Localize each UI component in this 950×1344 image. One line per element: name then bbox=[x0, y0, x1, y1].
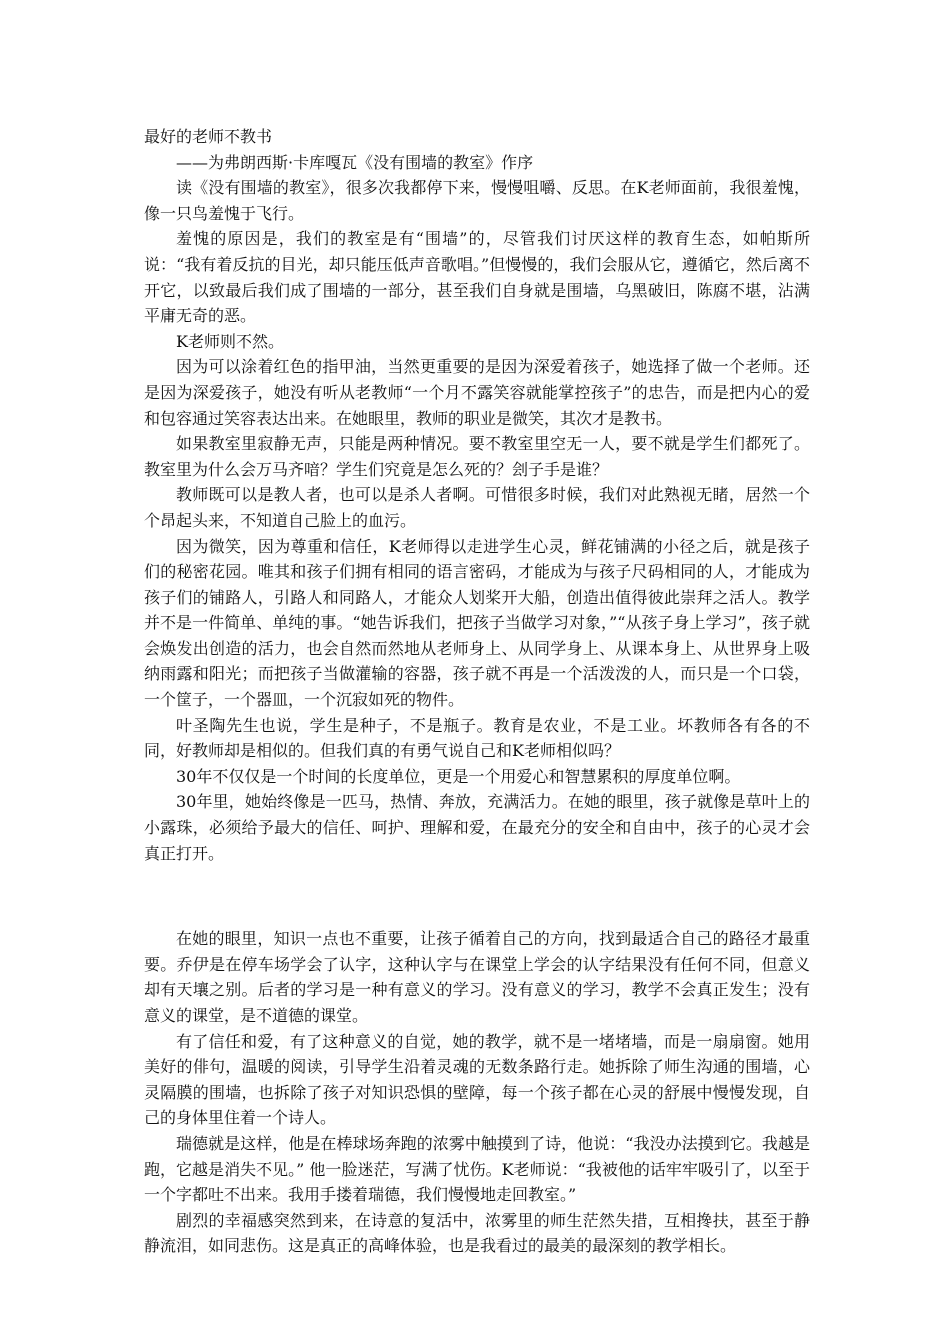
paragraph: 教师既可以是教人者，也可以是杀人者啊。可惜很多时候，我们对此熟视无睹，居然一个个昂起头来，不知道自己脸上的血污。 bbox=[144, 485, 810, 530]
paragraph: 瑞德就是这样，他是在棒球场奔跑的浓雾中触摸到了诗，他说：“我没办法摸到它。我越是跑，它越是消失不见。” 他一脸迷茫，写满了忧伤。K老师说：“我被他的话牢牢吸引了，以至于一个字都吐不出来。我用手搂着瑞德，我们慢慢地走回教室。” bbox=[144, 1133, 810, 1205]
paragraph: 在她的眼里，知识一点也不重要，让孩子循着自己的方向，找到最适合自己的路径才最重要。乔伊是在停车场学会了认字，这种认字与在课堂上学会的认字结果没有任何不同，但意义却有天壤之别。后者的学习是一种有意义的学习。没有意义的学习，教学不会真正发生；没有意义的课堂，是不道德的课堂。 bbox=[144, 929, 810, 1025]
paragraph: 因为可以涂着红色的指甲油，当然更重要的是因为深爱着孩子，她选择了做一个老师。还是因为深爱孩子，她没有听从老教师“一个月不露笑容就能掌控孩子”的忠告，而是把内心的爱和包容通过笑容表达出来。在她眼里，教师的职业是微笑，其次才是教书。 bbox=[144, 357, 810, 428]
paragraph: 读《没有围墙的教室》，很多次我都停下来，慢慢咀嚼、反思。在K老师面前，我很羞愧，像一只鸟羞愧于飞行。 bbox=[144, 178, 810, 223]
paragraph: 30年不仅仅是一个时间的长度单位，更是一个用爱心和智慧累积的厚度单位啊。 bbox=[176, 766, 741, 786]
document-subtitle: ——为弗朗西斯·卡库嘎瓦《没有围墙的教室》作序 bbox=[176, 152, 534, 172]
paragraph: 有了信任和爱，有了这种意义的自觉，她的教学，就不是一堵堵墙，而是一扇扇窗。她用美好的俳句，温暖的阅读，引导学生沿着灵魂的无数条路行走。她拆除了师生沟通的围墙，心灵隔膜的围墙，也拆除了孩子对知识恐惧的壁障，每一个孩子都在心灵的舒展中慢慢发现，自己的身体里住着一个诗人。 bbox=[144, 1031, 810, 1128]
paragraph: 羞愧的原因是，我们的教室是有“围墙”的，尽管我们讨厌这样的教育生态，如帕斯所说：“我有着反抗的目光，却只能压低声音歌唱。”但慢慢的，我们会服从它，遵循它，然后离不开它，以致最后我们成了围墙的一部分，甚至我们自身就是围墙，乌黑破旧，陈腐不堪，沾满平庸无奇的恶。 bbox=[144, 229, 810, 326]
paragraph: 叶圣陶先生也说，学生是种子，不是瓶子。教育是农业，不是工业。坏教师各有各的不同，好教师却是相似的。但我们真的有勇气说自己和K老师相似吗？ bbox=[144, 715, 810, 761]
paragraph: 因为微笑，因为尊重和信任，K老师得以走进学生心灵，鲜花铺满的小径之后，就是孩子们的秘密花园。唯其和孩子们拥有相同的语言密码，才能成为与孩子尺码相同的人，才能成为孩子们的铺路人，引路人和同路人，才能众人划桨开大船，创造出值得彼此崇拜之活人。教学并不是一件简单、单纯的事。“她告诉我们，把孩子当做学习对象，”“从孩子身上学习”，孩子就会焕发出创造的活力，也会自然而然地从老师身上、从同学身上、从课本身上、从世界身上吸纳雨露和阳光；而把孩子当做灌输的容器，孩子就不再是一个活泼泼的人，而只是一个口袋，一个筐子，一个器皿，一个沉寂如死的物件。 bbox=[144, 536, 810, 710]
paragraph: 如果教室里寂静无声，只能是两种情况。要不教室里空无一人，要不就是学生们都死了。教室里为什么会万马齐喑？学生们究竟是怎么死的？刽子手是谁？ bbox=[144, 434, 810, 479]
section-gap bbox=[144, 866, 810, 926]
paragraph: 剧烈的幸福感突然到来，在诗意的复活中，浓雾里的师生茫然失措，互相搀扶，甚至于静静流泪，如同悲伤。这是真正的高峰体验，也是我看过的最美的最深刻的教学相长。 bbox=[144, 1210, 810, 1256]
document-title: 最好的老师不教书 bbox=[144, 127, 273, 146]
paragraph: 30年里，她始终像是一匹马，热情、奔放，充满活力。在她的眼里，孩子就像是草叶上的小露珠，必须给予最大的信任、呵护、理解和爱，在最充分的安全和自由中，孩子的心灵才会真正打开。 bbox=[144, 792, 810, 863]
document-body bbox=[144, 124, 810, 1259]
paragraph: K老师则不然。 bbox=[176, 331, 284, 351]
